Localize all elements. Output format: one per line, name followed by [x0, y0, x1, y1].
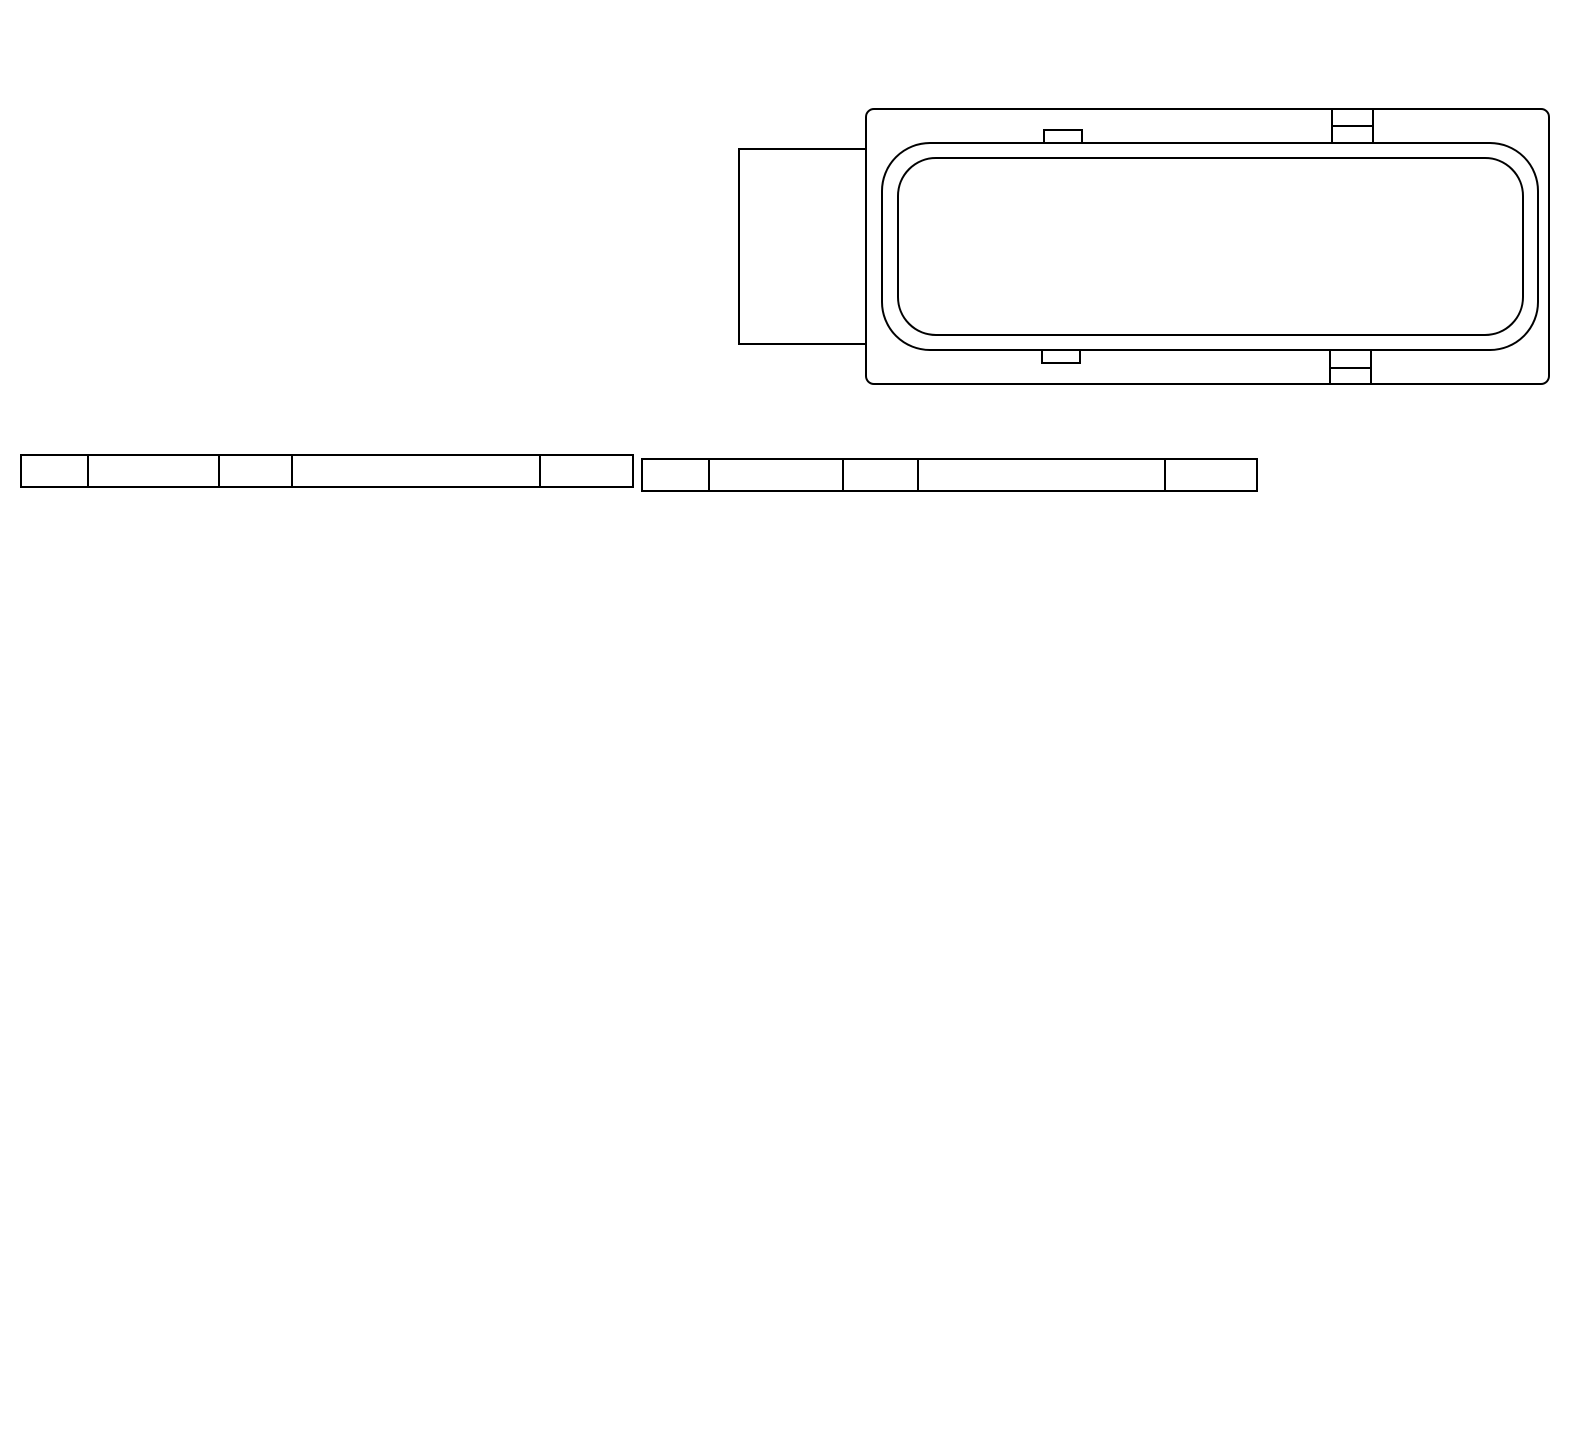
- connector-key-bottom: [1042, 350, 1080, 363]
- header-gauge: [219, 455, 292, 487]
- header-circuit-function: [292, 455, 540, 487]
- table-header-row: [642, 459, 1257, 491]
- connector-face-diagram: [738, 106, 1552, 388]
- header-circuit-function: [918, 459, 1165, 491]
- header-circuit: [88, 455, 219, 487]
- header-gauge: [843, 459, 918, 491]
- connector-outer-shell: [866, 109, 1549, 384]
- header-qualifier: [540, 455, 633, 487]
- header-qualifier: [1165, 459, 1257, 491]
- table-header-row: [21, 455, 633, 487]
- header-pin: [642, 459, 709, 491]
- header-pin: [21, 455, 88, 487]
- pinout-table-left: [20, 454, 634, 488]
- pinout-table-right: [641, 458, 1258, 492]
- connector-latch-body: [739, 149, 869, 344]
- connector-key-top: [1044, 130, 1082, 143]
- header-circuit: [709, 459, 843, 491]
